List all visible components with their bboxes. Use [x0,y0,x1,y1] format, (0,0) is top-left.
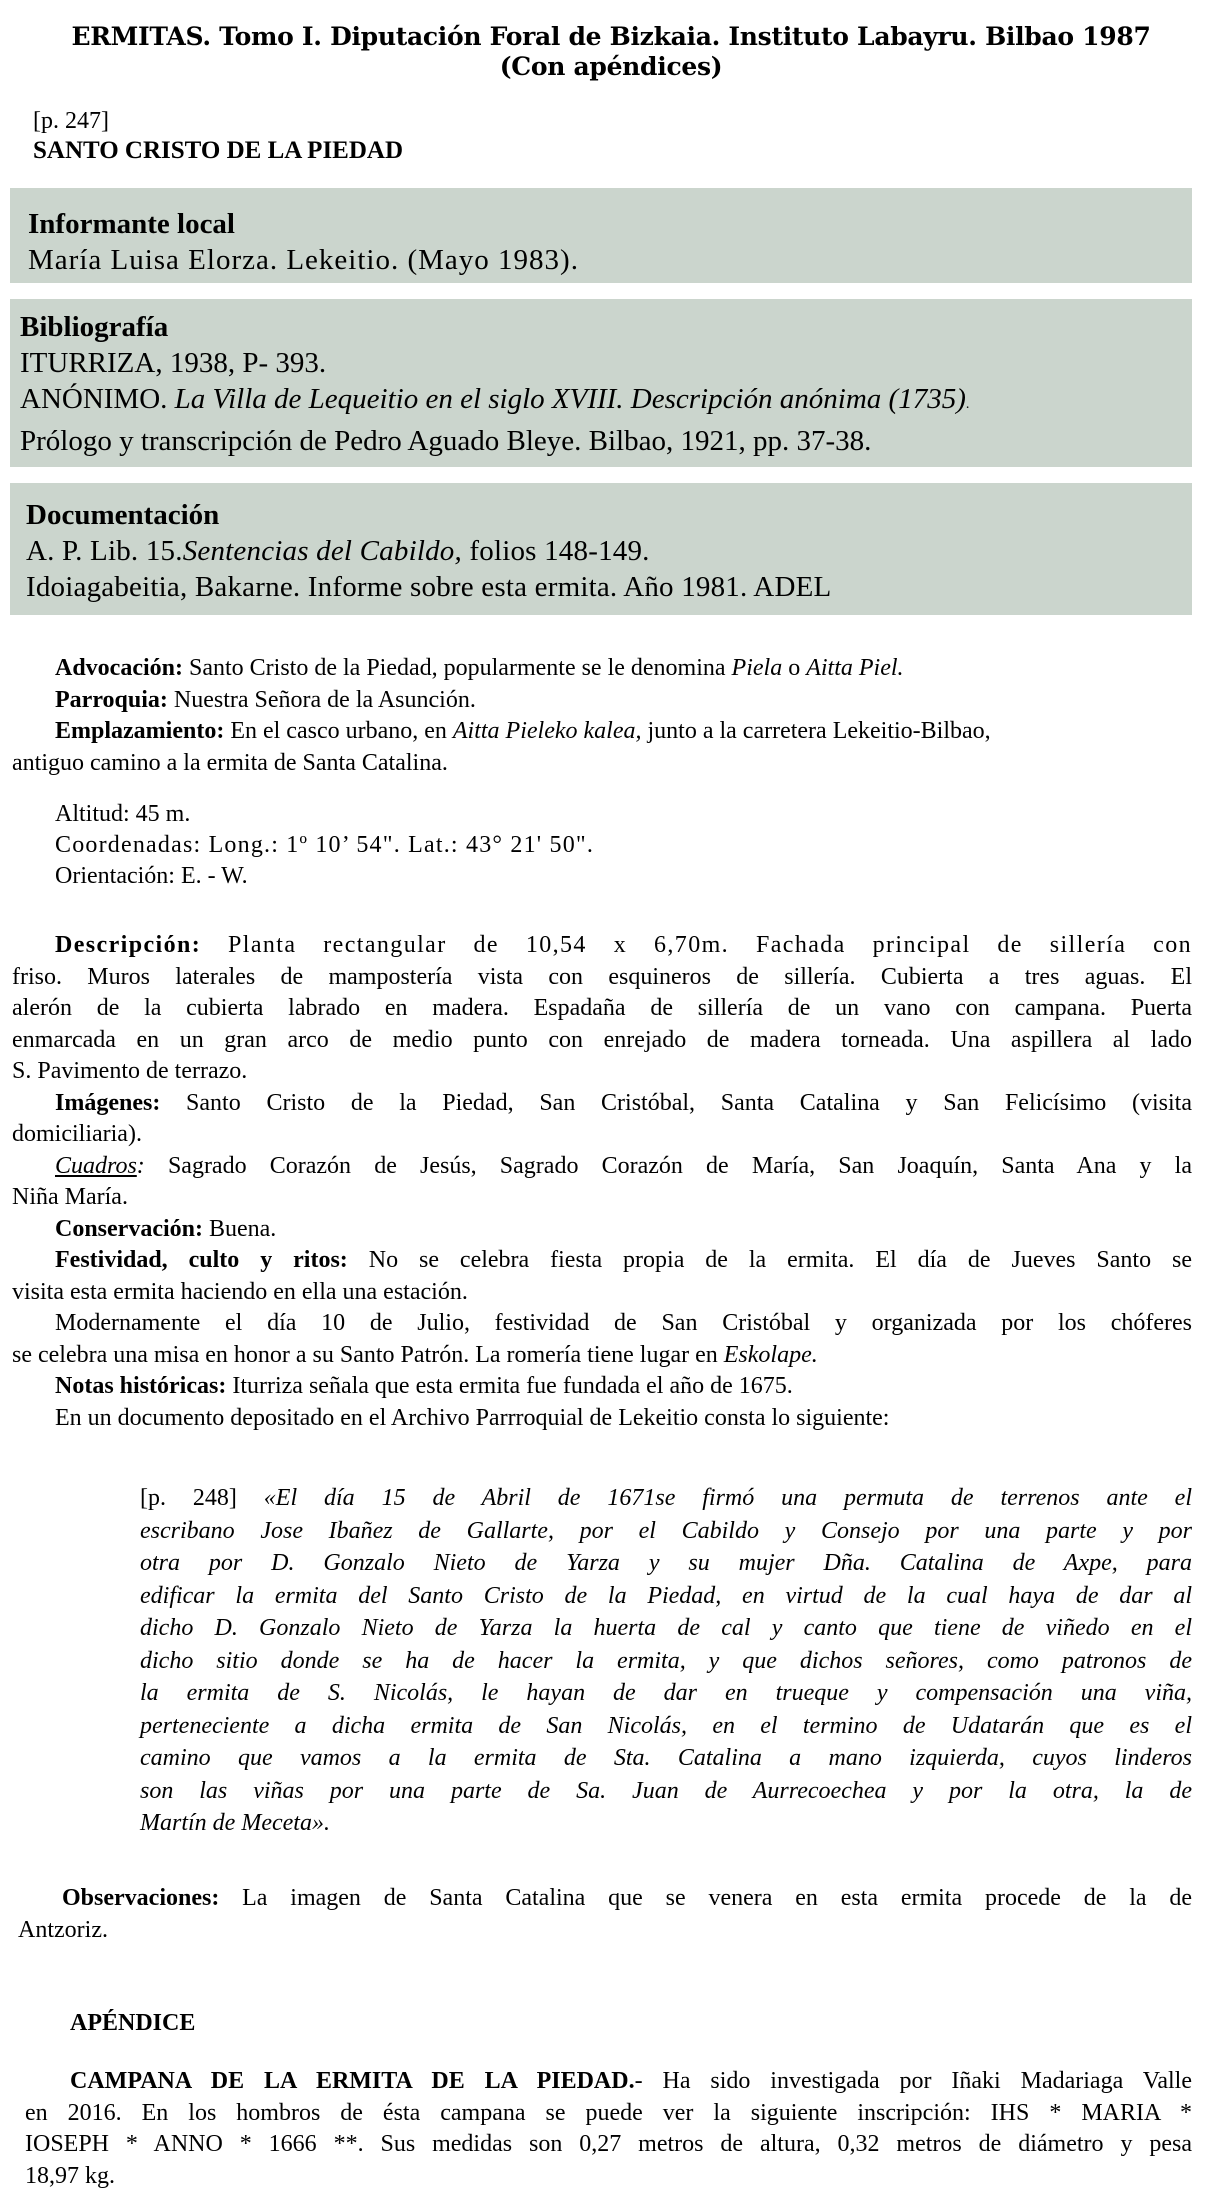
festividad-text-2: visita esta ermita haciendo en ella una estación. [12,1278,468,1305]
descripcion-line: friso. Muros laterales de mampostería vista con esquineros de sillería. Cubierta a tres aguas. El [12,963,1192,990]
advocacion-label: Advocación: [55,655,183,681]
notas-text-2: En un documento depositado en el Archivo Parrroquial de Lekeitio consta lo siguiente: [55,1404,890,1431]
advocacion-section [12,653,1192,779]
bibliografia-period: . [965,397,970,412]
advocacion-text: Santo Cristo de la Piedad, popularmente se le denomina [183,655,732,681]
header-line-2: (Con apéndices) [499,52,723,81]
doc-archive-ref: A. P. Lib. 15. [26,535,183,567]
observaciones-text-1: La imagen de Santa Catalina que se venera en esta ermita procede de la de [219,1885,1192,1911]
advocacion-name-1: Piela [731,655,783,681]
festividad-text-1: No se celebra fiesta propia de la ermita. El día de Jueves Santo se [347,1247,1192,1273]
quote-line: dicho D. Gonzalo Nieto de Yarza la huerta de cal y canto que tiene de viñedo en el [140,1615,1192,1641]
campana-section [25,2066,1192,2192]
bibliografia-entry-2 [20,381,1192,423]
observaciones-section [18,1883,1192,1946]
bibliografia-author: ANÓNIMO. [20,383,175,415]
descripcion-line: enmarcada en un gran arco de medio punto con enrejado de madera torneada. Una aspillera al lado [12,1026,1192,1053]
emplazamiento-label: Emplazamiento: [55,718,225,744]
descripcion-line: S. Pavimento de terrazo. [12,1058,248,1084]
descripcion-section [12,930,1192,1434]
quote-line: edificar la ermita del Santo Cristo de la Piedad, en virtud de la cual haya de dar al [140,1582,1192,1609]
observaciones-label: Observaciones: [62,1885,220,1911]
orientacion: Orientación: E. - W. [55,863,248,889]
geo-section [55,799,594,892]
quote-page-ref: [p. 248] [140,1485,264,1511]
descripcion-line: alerón de la cubierta labrado en madera. Espadaña de sillería de un vano con campana. Puerta [12,995,1192,1021]
festividad-text-4: se celebra una misa en honor a su Santo Patrón. La romería tiene lugar en [12,1341,724,1368]
descripcion-label: Descripción: [55,932,202,958]
campana-text-3: IOSEPH * ANNO * 1666 **. Sus medidas son 0,27 metros de altura, 0,32 metros de diámetro y pesa [25,2131,1192,2157]
documentacion-heading: Documentación [26,499,220,531]
coordenadas: Coordenadas: Long.: 1º 10’ 54". Lat.: 43° 21' 50". [55,832,595,858]
documentacion-entry-1 [26,533,1192,569]
page-reference: [p. 247] [33,108,109,134]
imagenes-text-1: Santo Cristo de la Piedad, San Cristóbal, Santa Catalina y San Felicísimo (visita [160,1089,1192,1116]
informante-text: María Luisa Elorza. Lekeitio. (Mayo 1983). [28,244,579,276]
quote-line: perteneciente a dicha ermita de San Nicolás, en el termino de Udatarán que es el [140,1712,1192,1739]
documentacion-box [10,483,1192,615]
quote-line: Martín de Meceta». [140,1810,330,1836]
observaciones-text-2: Antzoriz. [18,1916,108,1943]
appendix-heading: APÉNDICE [70,2010,196,2036]
imagenes-label: Imágenes: [55,1089,161,1116]
conservacion-label: Conservación: [55,1215,203,1242]
quote-line: escribano Jose Ibañez de Gallarte, por el Cabildo y Consejo por una parte y por [140,1517,1192,1544]
quote-line: otra por D. Gonzalo Nieto de Yarza y su mujer Dña. Catalina de Axpe, para [140,1550,1192,1576]
document-header [0,22,1222,82]
header-line-1: ERMITAS. Tomo I. Diputación Foral de Bizkaia. Instituto Labayru. Bilbao 1987 [71,22,1151,51]
documentacion-entry-2: Idoiagabeitia, Bakarne. Informe sobre esta ermita. Año 1981. ADEL [26,571,832,603]
emplazamiento-text-2: junto a la carretera Lekeitio-Bilbao, [641,718,991,744]
cuadros-text-1: Sagrado Corazón de Jesús, Sagrado Corazón de María, San Joaquín, Santa Ana y la [144,1152,1192,1179]
quote-line: «El día 15 de Abril de 1671se firmó una permuta de terrenos ante el [263,1485,1193,1511]
cuadros-text-2: Niña María. [12,1184,128,1210]
advocacion-name-2: Aitta Piel. [806,655,904,681]
bibliografia-box [10,299,1192,467]
quote-line: camino que vamos a la ermita de Sta. Catalina a mano izquierda, cuyos linderos [140,1745,1192,1771]
bibliografia-heading: Bibliografía [20,311,169,343]
bibliografia-entry-3: Prólogo y transcripción de Pedro Aguado Bleye. Bilbao, 1921, pp. 37-38. [20,425,872,457]
bibliografia-entry-1: ITURRIZA, 1938, P- 393. [20,347,327,379]
parroquia-text: Nuestra Señora de la Asunción. [167,686,476,713]
bibliografia-book-title: La Villa de Lequeitio en el siglo XVIII. Descripción anónima (1735) [174,383,966,415]
doc-archive-folios: folios 148-149. [461,535,650,567]
page-title: SANTO CRISTO DE LA PIEDAD [33,137,404,164]
festividad-place: Eskolape. [723,1341,818,1368]
quote-line: dicho sitio donde se ha de hacer la ermita, y que dichos señores, como patronos de [140,1647,1192,1674]
quote-line: son las viñas por una parte de Sa. Juan de Aurrecoechea y por la otra, la de [140,1777,1192,1804]
festividad-label: Festividad, culto y ritos: [55,1247,348,1273]
campana-label: CAMPANA DE LA ERMITA DE LA PIEDAD. [70,2068,635,2094]
imagenes-text-2: domiciliaria). [12,1121,142,1147]
emplazamiento-text-3: antiguo camino a la ermita de Santa Catalina. [12,749,448,776]
conservacion-text: Buena. [202,1215,277,1242]
altitud: Altitud: 45 m. [55,801,191,827]
cuadros-label: Cuadros [55,1152,137,1179]
parroquia-label: Parroquia: [55,686,168,713]
campana-text-1: - Ha sido investigada por Iñaki Madariaga Valle [634,2068,1193,2094]
emplazamiento-street: Aitta Pieleko kalea, [452,718,642,744]
doc-archive-title: Sentencias del Cabildo, [182,535,462,567]
informante-heading: Informante local [28,208,235,240]
campana-text-4: 18,97 kg. [25,2162,115,2189]
campana-text-2: en 2016. En los hombros de ésta campana se puede ver la siguiente inscripción: IHS * MARIA * [25,2099,1192,2126]
quote-line: la ermita de S. Nicolás, le hayan de dar en trueque y compensación una viña, [140,1680,1192,1706]
festividad-text-3: Modernamente el día 10 de Julio, festividad de San Cristóbal y organizada por los chóferes [55,1310,1192,1336]
notas-label: Notas históricas: [55,1373,227,1399]
cuadros-colon: : [136,1152,145,1179]
advocacion-conj: o [782,655,807,681]
descripcion-line: Planta rectangular de 10,54 x 6,70m. Fachada principal de sillería con [201,932,1192,958]
emplazamiento-text-1: En el casco urbano, en [224,718,453,744]
historical-quote [140,1482,1192,1840]
notas-text: Iturriza señala que esta ermita fue fundada el año de 1675. [226,1373,793,1399]
informante-box [10,188,1192,283]
